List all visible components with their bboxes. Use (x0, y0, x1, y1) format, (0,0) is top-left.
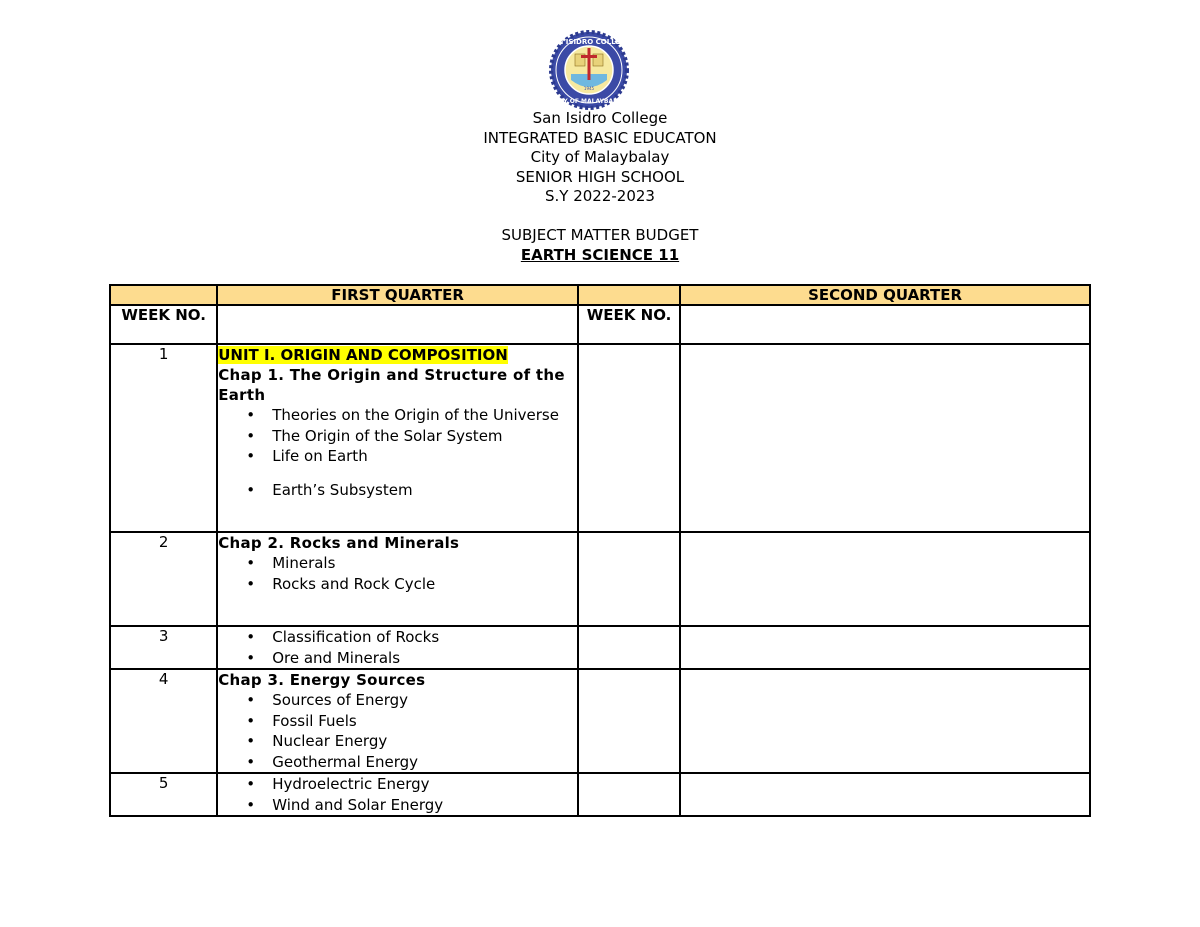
bullet-icon: • (246, 752, 256, 771)
week-no-label-q1: WEEK NO. (110, 305, 217, 344)
list-item: • Theories on the Origin of the Universe (246, 406, 559, 424)
empty-cell (680, 626, 1090, 669)
week-label-row (110, 305, 1090, 344)
week-number: 3 (110, 626, 217, 669)
chapter-title: Chap 2. Rocks and Minerals (218, 534, 460, 552)
list-item: • Earth’s Subsystem (246, 480, 413, 499)
list-item: • The Origin of the Solar System (246, 426, 503, 445)
department-name: INTEGRATED BASIC EDUCATON (483, 128, 717, 147)
table-row (110, 626, 1090, 669)
list-item: • Rocks and Rock Cycle (246, 574, 436, 593)
list-item: • Hydroelectric Energy (246, 775, 430, 793)
week-no-label-q2: WEEK NO. (578, 305, 680, 344)
topic-list (218, 553, 577, 594)
bullet-icon: • (246, 426, 256, 445)
document-header (0, 109, 1200, 265)
bullet-icon: • (246, 795, 256, 814)
table-row (110, 773, 1090, 816)
second-quarter-header: SECOND QUARTER (680, 285, 1090, 305)
document-title: SUBJECT MATTER BUDGET (501, 226, 699, 244)
list-item: • Geothermal Energy (246, 752, 419, 771)
list-item: • Ore and Minerals (246, 648, 401, 667)
list-item: • Sources of Energy (246, 691, 409, 709)
topic-list (218, 405, 577, 500)
topic-list (218, 774, 577, 815)
header-blank-2 (578, 285, 680, 305)
school-year: S.Y 2022-2023 (545, 187, 655, 205)
empty-cell (680, 773, 1090, 816)
week-number: 1 (110, 344, 217, 532)
empty-cell (578, 344, 680, 532)
school-seal-logo (549, 30, 629, 110)
week-number: 5 (110, 773, 217, 816)
first-quarter-header: FIRST QUARTER (217, 285, 578, 305)
school-level: SENIOR HIGH SCHOOL (515, 167, 685, 186)
bullet-icon: • (246, 628, 256, 646)
quarter-header-row (110, 285, 1090, 305)
empty-cell (578, 626, 680, 669)
bullet-icon: • (246, 554, 256, 572)
list-item: • Minerals (246, 554, 336, 572)
empty-cell (680, 532, 1090, 626)
list-item: • Nuclear Energy (246, 732, 388, 750)
empty-cell (578, 773, 680, 816)
empty-cell (680, 669, 1090, 773)
table-row (110, 344, 1090, 532)
empty-cell (680, 344, 1090, 532)
table-row (110, 669, 1090, 773)
bullet-icon: • (246, 447, 256, 465)
topic-cell (217, 773, 578, 816)
seal-text-bottom: CITY OF MALAYBALAY (552, 98, 626, 105)
empty-cell (578, 669, 680, 773)
subject-budget-table (109, 284, 1091, 817)
bullet-icon: • (246, 574, 256, 593)
list-item: • Classification of Rocks (246, 628, 440, 646)
topic-cell (217, 344, 578, 532)
bullet-icon: • (246, 711, 256, 730)
bullet-icon: • (246, 732, 256, 750)
bullet-icon: • (246, 480, 256, 499)
topic-cell (217, 669, 578, 773)
topic-cell (217, 626, 578, 669)
empty-cell (217, 305, 578, 344)
header-spacer (0, 207, 1200, 227)
topic-cell (217, 532, 578, 626)
seal-year: 1945 (583, 86, 595, 91)
city-name: City of Malaybalay (530, 148, 670, 166)
bullet-icon: • (246, 406, 256, 424)
header-blank-1 (110, 285, 217, 305)
week-number: 2 (110, 532, 217, 626)
subject-title: EARTH SCIENCE 11 (520, 245, 680, 264)
empty-cell (578, 532, 680, 626)
table-row (110, 532, 1090, 626)
bullet-icon: • (246, 691, 256, 709)
seal-text-top: SAN ISIDRO COLLEGE (549, 38, 629, 46)
chapter-title: Chap 1. The Origin and Structure of the Earth (218, 366, 565, 404)
empty-cell (680, 305, 1090, 344)
bullet-icon: • (246, 648, 256, 667)
bullet-icon: • (246, 775, 256, 793)
week-number: 4 (110, 669, 217, 773)
list-item: • Fossil Fuels (246, 711, 357, 730)
unit-title: UNIT I. ORIGIN AND COMPOSITION (218, 346, 508, 364)
topic-list (218, 690, 577, 772)
list-item: • Wind and Solar Energy (246, 795, 444, 814)
school-name: San Isidro College (532, 109, 668, 127)
chapter-title: Chap 3. Energy Sources (218, 671, 426, 689)
list-item: • Life on Earth (246, 447, 368, 465)
topic-list (218, 627, 577, 668)
